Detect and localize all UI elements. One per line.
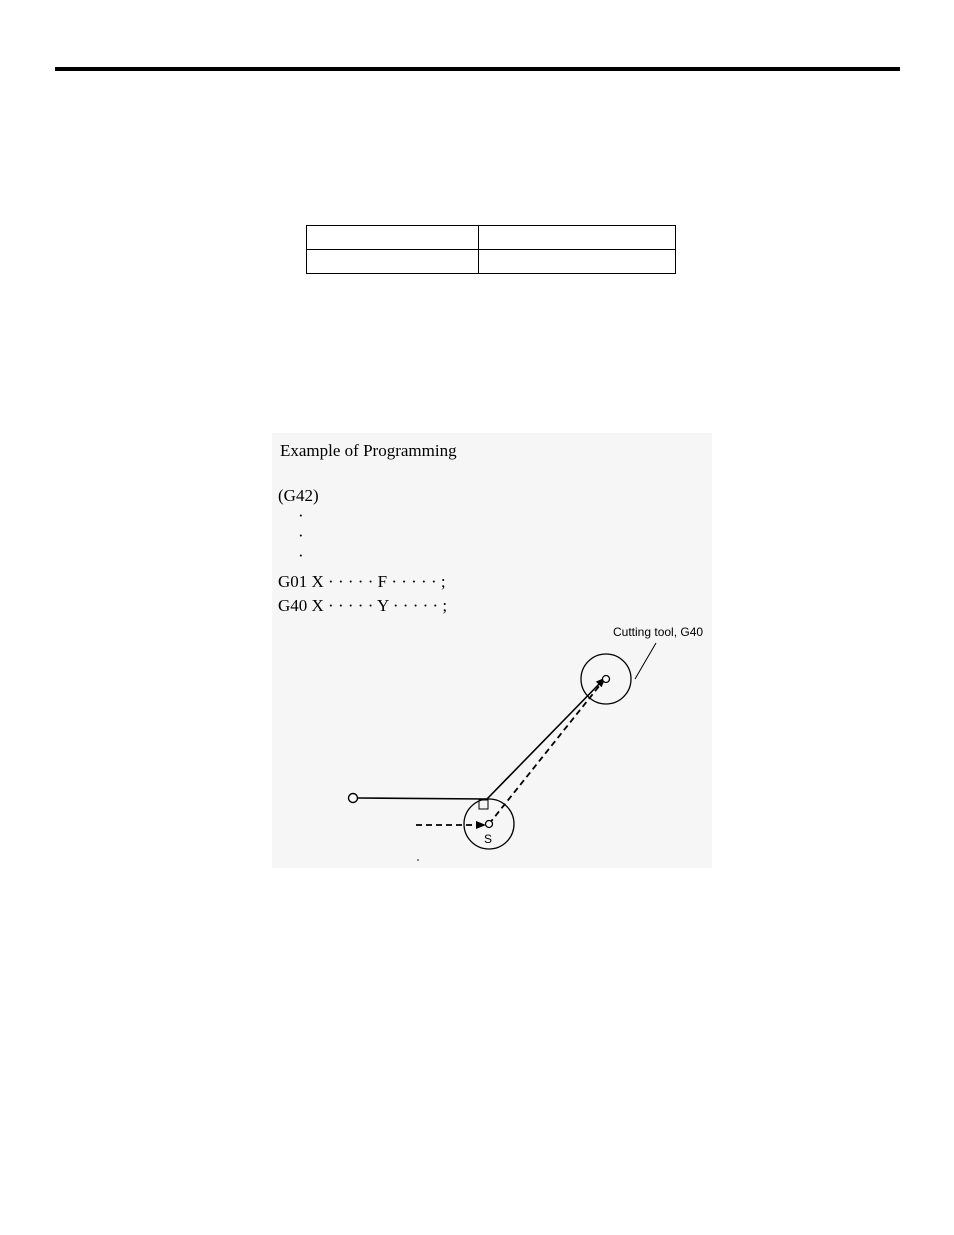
ellipsis-dot: · — [298, 546, 304, 565]
tool-center-path-retract — [489, 680, 604, 824]
ellipsis-dot: · — [298, 526, 304, 545]
right-angle-marker — [479, 800, 488, 809]
programming-example-figure — [272, 433, 712, 868]
tool-label-leader — [635, 643, 656, 679]
header-rule — [55, 67, 900, 71]
stray-mark — [417, 859, 419, 861]
programmed-path-g40 — [487, 678, 605, 799]
table-cell — [479, 250, 676, 274]
tool-path-diagram — [272, 433, 712, 868]
table-cell — [307, 226, 479, 250]
table-cell — [479, 226, 676, 250]
start-point-marker — [349, 794, 358, 803]
figure-title: Example of Programming — [280, 441, 457, 460]
programmed-path-g01 — [358, 798, 487, 799]
ellipsis-dot: · — [298, 506, 304, 525]
code-line-g42: (G42) — [278, 486, 319, 505]
code-line-g01: G01 X · · · · · F · · · · · ; — [278, 572, 446, 591]
table-cell — [307, 250, 479, 274]
table-row — [307, 250, 676, 274]
tool-center-start — [486, 821, 493, 828]
tool-center-end — [603, 676, 610, 683]
tool-label: Cutting tool, G40 — [613, 625, 704, 639]
table-row — [307, 226, 676, 250]
start-label: S — [484, 832, 493, 846]
blank-table — [306, 225, 676, 274]
code-line-g40: G40 X · · · · · Y · · · · · ; — [278, 596, 448, 615]
